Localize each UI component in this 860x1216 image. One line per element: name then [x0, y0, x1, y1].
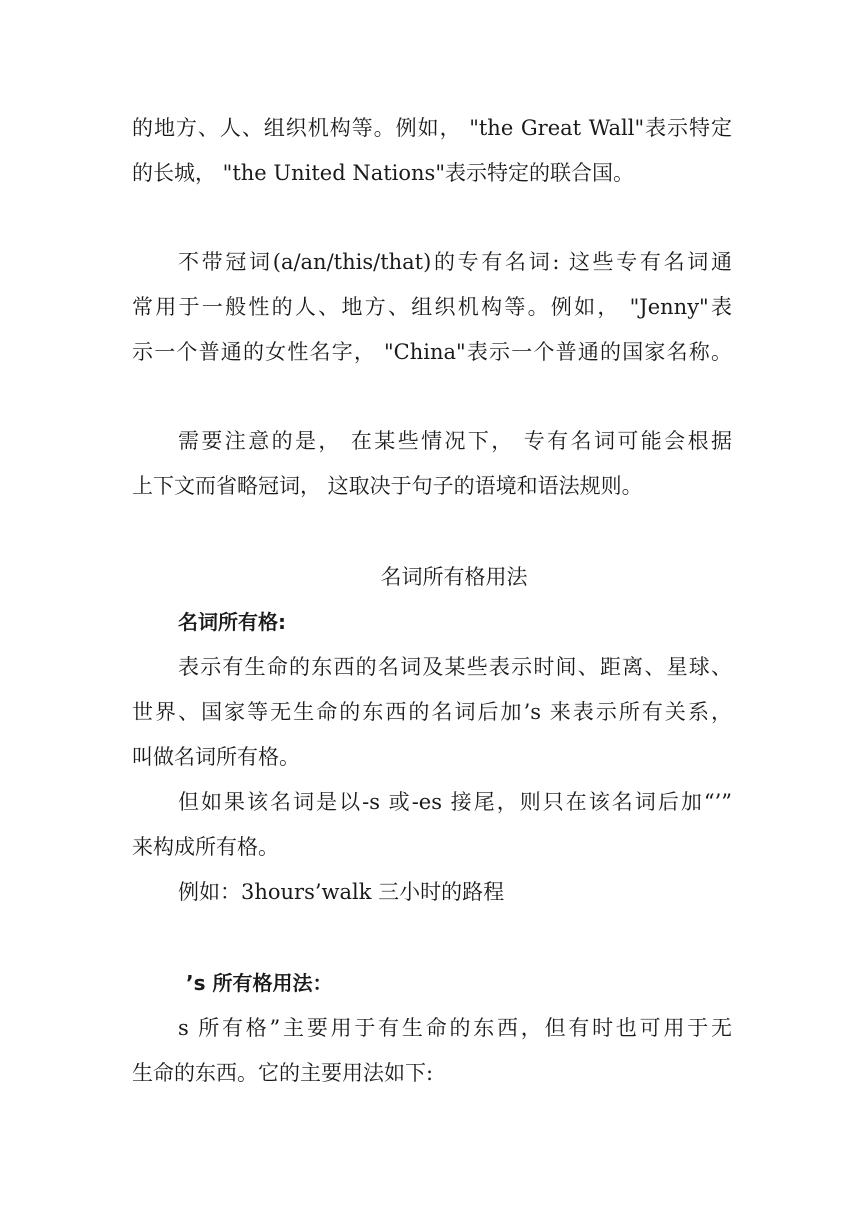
rule-line-1: 但如果该名词是以-s 或-es 接尾，则只在该名词后加“’” [178, 790, 732, 814]
paragraph-2-line-1: 不带冠词(a/an/this/that)的专有名词: 这些专有名词通 [178, 250, 732, 274]
definition-line-2: 世界、国家等无生命的东西的名词后加’s 来表示所有关系， [132, 700, 732, 724]
paragraph-2-line-2: 常用于一般性的人、地方、组织机构等。例如， "Jenny"表 [132, 295, 732, 319]
subheading-s-possessive: ’s 所有格用法： [186, 971, 333, 995]
paragraph-3-line-2: 上下文而省略冠词， 这取决于句子的语境和语法规则。 [132, 474, 643, 498]
paragraph-3-line-1: 需要注意的是， 在某些情况下， 专有名词可能会根据 [178, 429, 732, 453]
definition-line-1: 表示有生命的东西的名词及某些表示时间、距离、星球、 [178, 655, 732, 679]
paragraph-1-line-1: 的地方、人、组织机构等。例如， "the Great Wall"表示特定 [132, 116, 732, 140]
usage-line-2: 生命的东西。它的主要用法如下: [132, 1061, 434, 1085]
paragraph-2-line-3: 示一个普通的女性名字， "China"表示一个普通的国家名称。 [132, 340, 732, 364]
section-title: 名词所有格用法 [380, 565, 528, 589]
rule-line-2: 来构成所有格。 [132, 835, 279, 859]
definition-line-3: 叫做名词所有格。 [132, 745, 300, 769]
subheading-noun-possessive: 名词所有格: [178, 610, 286, 634]
usage-line-1: s 所有格”主要用于有生命的东西，但有时也可用于无 [178, 1016, 732, 1040]
example-line: 例如：3hours’walk 三小时的路程 [178, 880, 505, 904]
paragraph-1-line-2: 的长城， "the United Nations"表示特定的联合国。 [132, 161, 634, 185]
